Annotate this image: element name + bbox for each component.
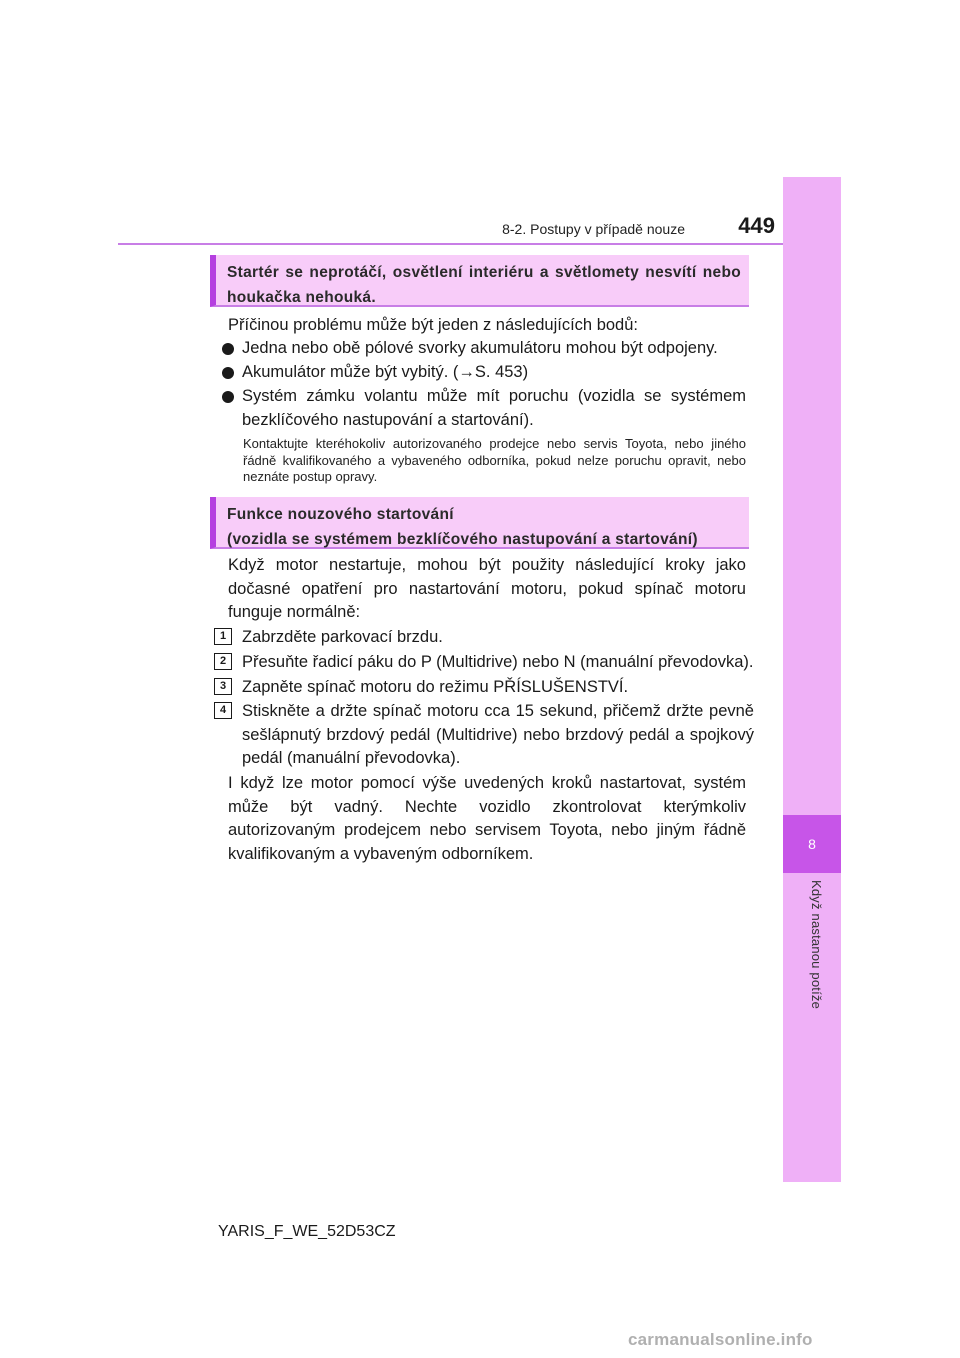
section1-intro: Příčinou problému může být jeden z následujících bodů: [228,316,638,334]
chapter-number: 8 [808,836,816,852]
section-heading-emergency-start [210,497,749,549]
chapter-title-vertical: Když nastanou potíže [809,880,824,1010]
step-text: Stiskněte a držte spínač motoru cca 15 sekund, přičemž držte pevně sešlápnutý brzdový pedál (Multidrive) nebo brzdový pedál a spojkový pedál (manuální převodovka). [242,702,754,767]
step-item [214,676,754,700]
step-number: 1 [214,628,232,645]
chapter-number-badge [783,815,841,873]
bullet-dot-icon [222,343,234,355]
section2-closing: I když lze motor pomocí výše uvedených kroků nastartovat, systém může být vadný. Nechte vozidlo zkontrolovat kterýmkoliv autorizovaným prodejcem nebo servisem Toyota, nebo jiným řádně kvalifikovaným a vybaveným odborníkem. [228,774,746,863]
bullet-text: Systém zámku volantu může mít poruchu (vozidla se systémem bezklíčového nastupování a startování). [242,387,746,429]
step-text: Přesuňte řadicí páku do P (Multidrive) nebo N (manuální převodovka). [242,653,754,671]
heading-line-2: (vozidla se systémem bezklíčového nastupování a startování) [227,531,698,548]
section2-intro: Když motor nestartuje, mohou být použity následující kroky jako dočasné opatření pro nastartování motoru, pokud spínač motoru funguje normálně: [228,556,746,621]
step-number: 2 [214,653,232,670]
bullet-item [222,337,746,361]
step-item [214,626,754,650]
bullet-text: Akumulátor může být vybitý. (→S. 453) [242,363,529,381]
bullet-dot-icon [222,391,234,403]
bullet-text: Jedna nebo obě pólové svorky akumulátoru mohou být odpojeny. [242,339,718,357]
heading-line-1: Funkce nouzového startování [227,506,454,523]
step-number: 4 [214,702,232,719]
header-divider [118,243,783,245]
document-code: YARIS_F_WE_52D53CZ [218,1223,396,1240]
step-number: 3 [214,678,232,695]
section-heading-starter: Startér se neprotáčí, osvětlení interiéru a světlomety nesvítí nebo houkačka nehouká. [210,255,749,307]
step-text: Zabrzděte parkovací brzdu. [242,628,443,646]
bullet-item [222,361,746,385]
step-item [214,700,754,771]
watermark: carmanualsonline.info [628,1330,813,1349]
step-text: Zapněte spínač motoru do režimu PŘÍSLUŠENSTVÍ. [242,678,629,696]
bullet-dot-icon [222,367,234,379]
header-section-title: 8-2. Postupy v případě nouze [502,221,685,237]
section1-note: Kontaktujte kteréhokoliv autorizovaného prodejce nebo servis Toyota, nebo jiného řádně kvalifikovaného a vybaveného odborníka, pokud nelze poruchu opravit, nebo neznáte postup opravy. [243,436,746,484]
step-item [214,651,754,675]
page-number: 449 [738,213,775,238]
bullet-item [222,385,746,432]
